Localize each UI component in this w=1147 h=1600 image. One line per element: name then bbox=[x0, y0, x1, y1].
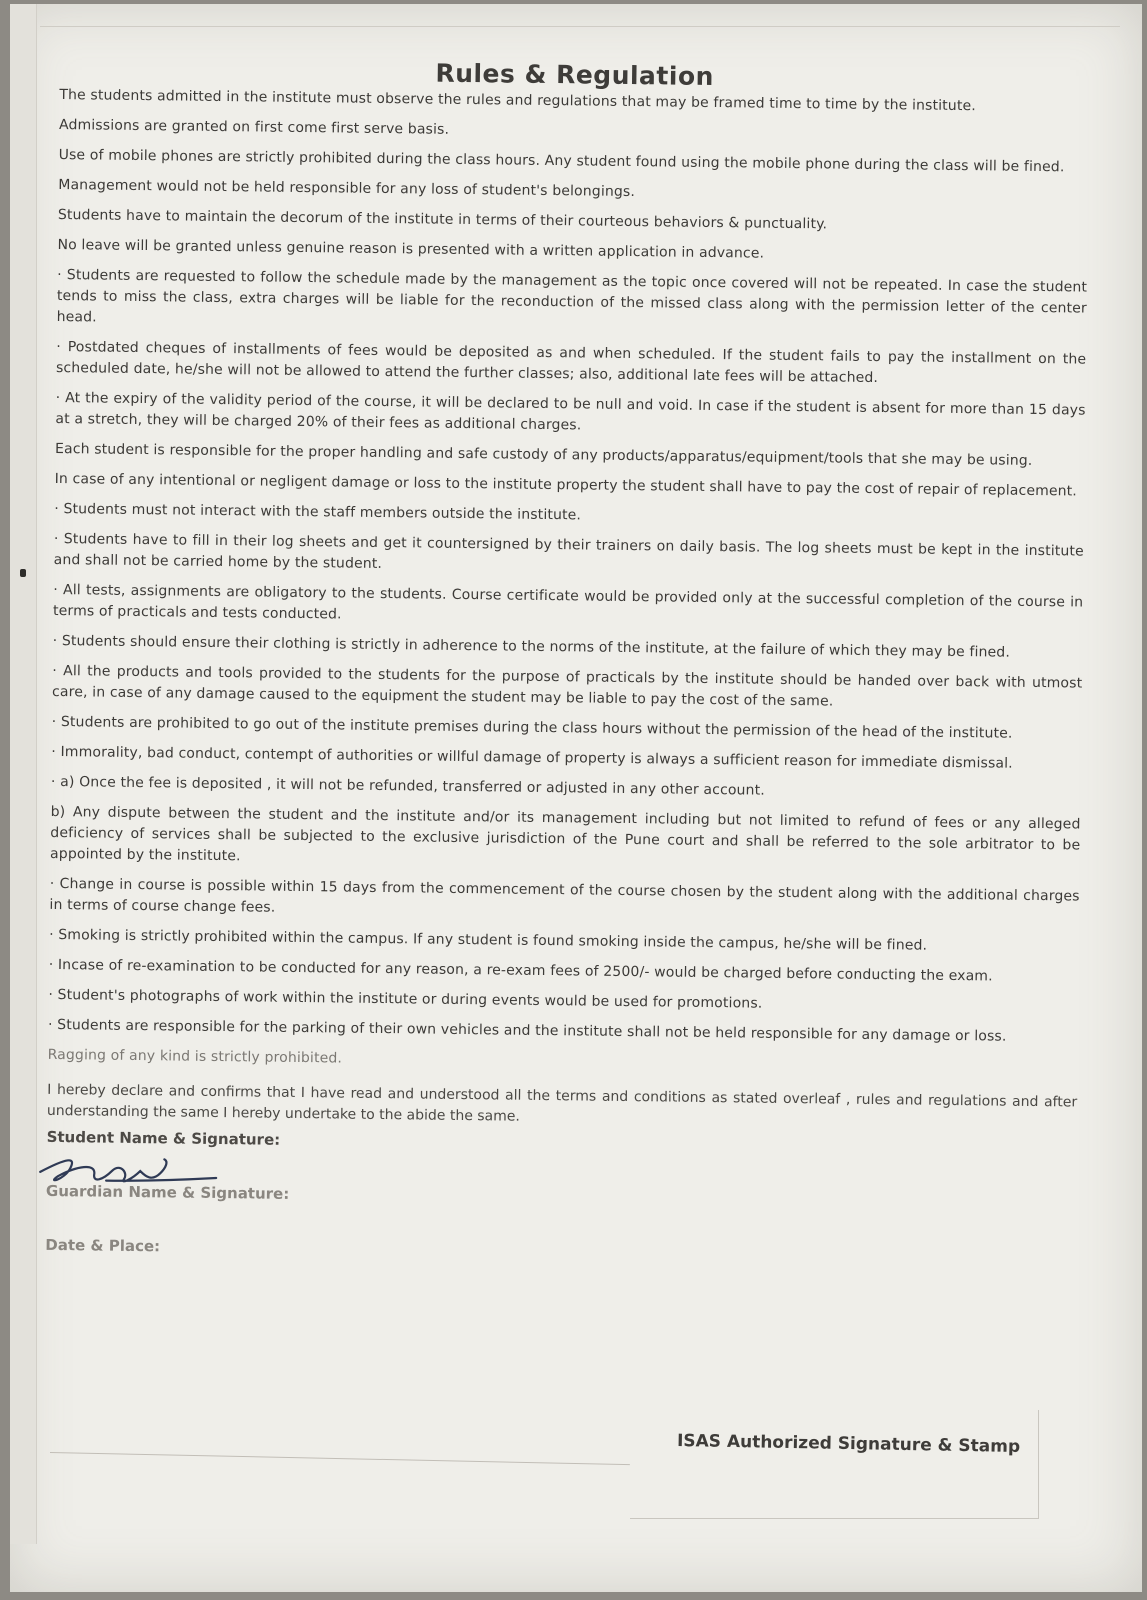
rule-item: Use of mobile phones are strictly prohibited during the class hours. Any student found using the mobile phone during the class will be fined. bbox=[58, 146, 1065, 176]
rule-item: Ragging of any kind is strictly prohibited. bbox=[47, 1046, 343, 1067]
rule-item: · Student's photographs of work within the institute or during events would be used for promotions. bbox=[48, 986, 763, 1012]
rules-list bbox=[48, 85, 1090, 1079]
document-content bbox=[45, 44, 1090, 1296]
date-place-field bbox=[45, 1236, 1076, 1297]
rule-item: In case of any intentional or negligent damage or loss to the institute property the student shall have to pay the cost of repair of replacement. bbox=[54, 470, 1078, 500]
page-binding-edge bbox=[10, 4, 37, 1544]
rule-item: · Students are prohibited to go out of the institute premises during the class hours without the permission of the head of the institute. bbox=[51, 713, 1013, 742]
rule-item: · a) Once the fee is deposited , it will not be refunded, transferred or adjusted in any other account. bbox=[50, 773, 765, 799]
authorized-signature-label: ISAS Authorized Signature & Stamp bbox=[676, 1431, 1021, 1457]
rule-item: · Smoking is strictly prohibited within the campus. If any student is found smoking inside the campus, he/she will be fined. bbox=[49, 926, 928, 954]
top-divider bbox=[40, 26, 1120, 27]
rule-item: · Students have to fill in their log sheets and get it countersigned by their trainers on daily basis. The log sheets must be kept in the institute and shall not be carried home by the student. bbox=[53, 530, 1084, 572]
rule-item: Students have to maintain the decorum of the institute in terms of their courteous behaviors & punctuality. bbox=[57, 206, 828, 233]
rule-item: · Students should ensure their clothing is strictly in adherence to the norms of the institute, at the failure of which they may be fined. bbox=[52, 632, 1011, 661]
declaration-text: I hereby declare and confirms that I have read and understood all the terms and conditions as stated overleaf , rules and regulations and after understanding the same I hereby undertake to the abide the same. bbox=[46, 1081, 1078, 1125]
rule-item: · Incase of re-examination to be conducted for any reason, a re-exam fees of 2500/- would be charged before conducting the exam. bbox=[48, 956, 993, 985]
rule-item: · Students are responsible for the parking of their own vehicles and the institute shall not be held responsible for any damage or loss. bbox=[47, 1016, 1007, 1045]
document-page bbox=[10, 4, 1142, 1592]
rule-item: · All the products and tools provided to the students for the purpose of practicals by the institute should be handed over back with utmost care, in case of any damage caused to the equipment the student may be liable to pay the cost of the same. bbox=[51, 662, 1083, 710]
student-signature-label: Student Name & Signature: bbox=[46, 1127, 281, 1149]
rule-item: · Students must not interact with the staff members outside the institute. bbox=[54, 500, 582, 524]
guardian-signature-field bbox=[46, 1182, 1077, 1243]
rule-item: Admissions are granted on first come first serve basis. bbox=[58, 116, 450, 138]
rule-item: Each student is responsible for the proper handling and safe custody of any products/apparatus/equipment/tools that she may be using. bbox=[54, 440, 1033, 469]
rule-item: · Immorality, bad conduct, contempt of authorities or willful damage of property is always a sufficient reason for immediate dismissal. bbox=[51, 743, 1013, 772]
rule-item: The students admitted in the institute must observe the rules and regulations that may be framed time to time by the institute. bbox=[59, 86, 976, 115]
document-title: Rules & Regulation bbox=[435, 58, 715, 91]
bottom-divider bbox=[50, 1452, 630, 1465]
rule-item: · Postdated cheques of installments of fees would be deposited as and when scheduled. If the student fails to pay the installment on the scheduled date, he/she will not be allowed to attend the further classes; also, additional late fees will be attached. bbox=[55, 338, 1087, 387]
rule-item: · Students are requested to follow the schedule made by the management as the topic once covered will not be repeated. In case the student tends to miss the class, extra charges will be liable for the reconduction of the missed class along with the permission letter of the center head. bbox=[56, 266, 1088, 326]
ink-mark bbox=[20, 569, 26, 577]
rule-item: · At the expiry of the validity period of the course, it will be declared to be null and void. In case if the student is absent for more than 15 days at a stretch, they will be charged 20% of their fees as additional charges. bbox=[55, 389, 1086, 434]
rule-item: · All tests, assignments are obligatory to the students. Course certificate would be provided only at the successful completion of the course in terms of practicals and tests conducted. bbox=[52, 581, 1084, 623]
rule-item: · Change in course is possible within 15 days from the commencement of the course chosen by the student along with the additional charges in terms of course change fees. bbox=[49, 875, 1080, 916]
stamp-area bbox=[630, 1410, 1039, 1519]
rule-item: b) Any dispute between the student and the institute and/or its management including but not limited to refund of fees or any alleged deficiency of services shall be subjected to the exclusive jurisdiction of the Pune court and shall be referred to the sole arbitrator to be appointed by the institute. bbox=[50, 803, 1081, 865]
rule-item: Management would not be held responsible for any loss of student's belongings. bbox=[58, 176, 636, 201]
guardian-signature-label: Guardian Name & Signature: bbox=[45, 1181, 290, 1203]
rule-item: No leave will be granted unless genuine reason is presented with a written application in advance. bbox=[57, 236, 765, 262]
date-place-label: Date & Place: bbox=[45, 1235, 161, 1256]
student-signature-field bbox=[46, 1128, 1077, 1189]
